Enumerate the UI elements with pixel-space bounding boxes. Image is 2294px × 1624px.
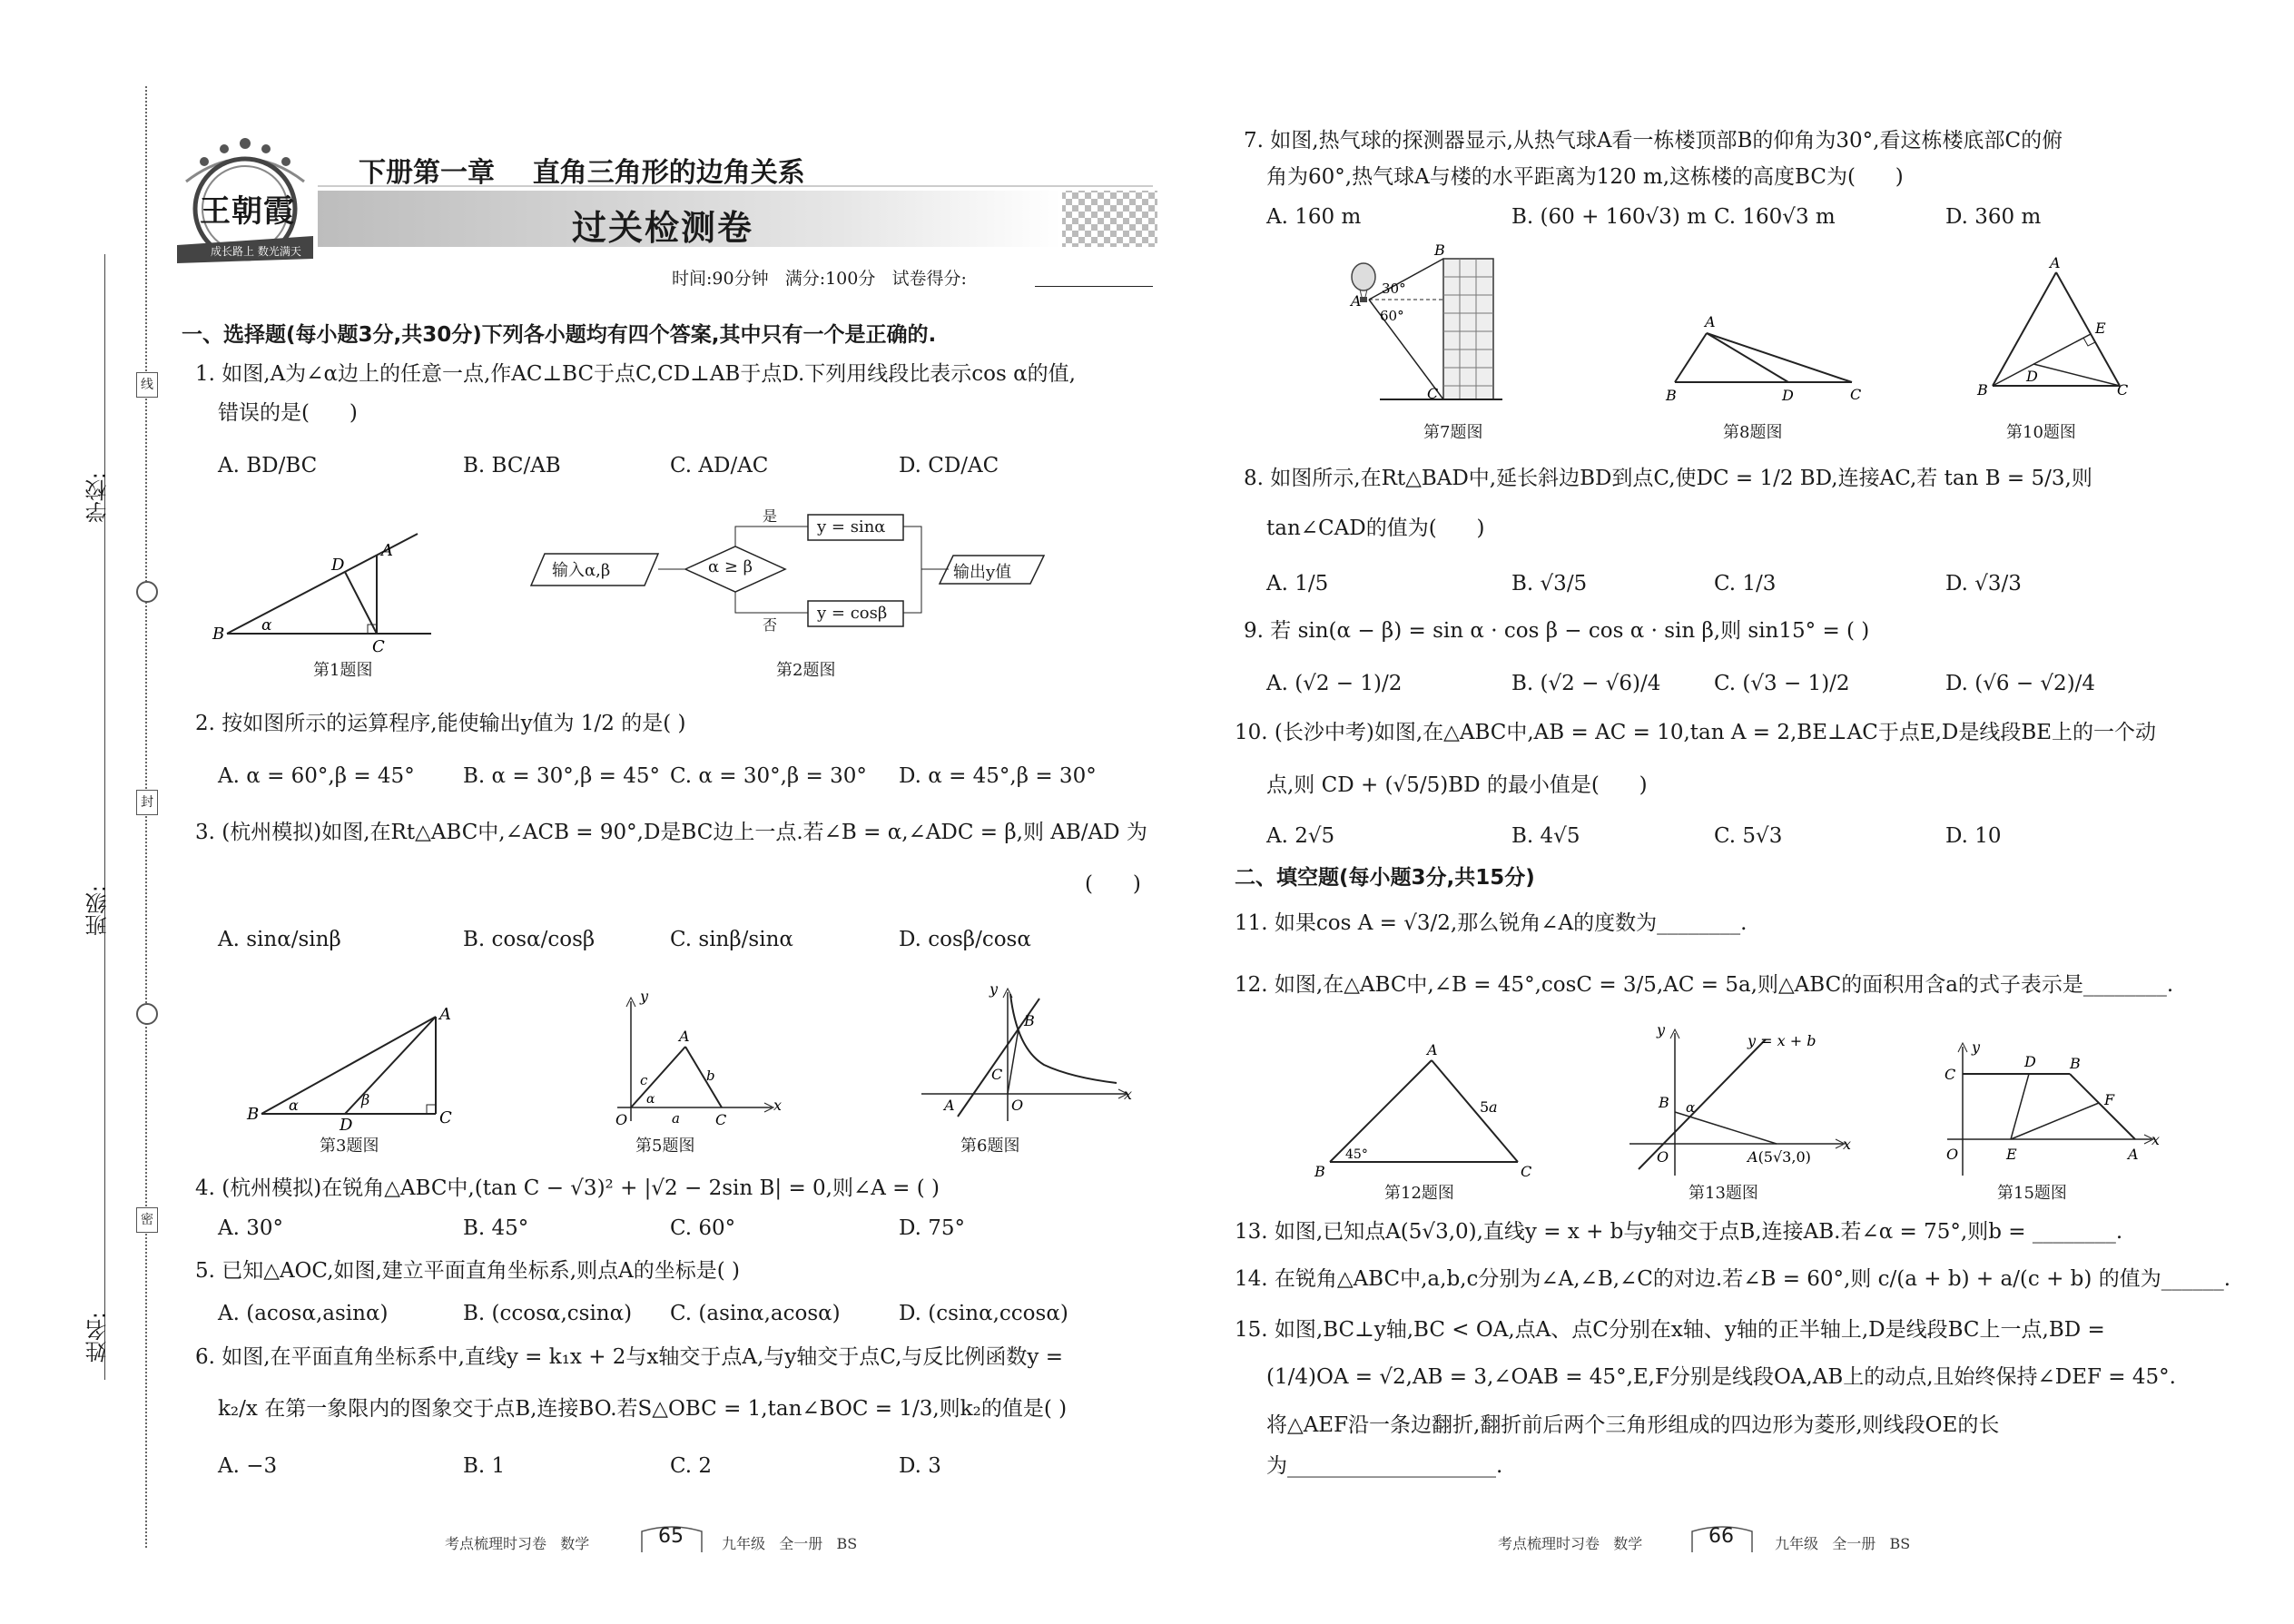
- svg-text:45°: 45°: [1345, 1147, 1368, 1162]
- svg-text:B: B: [2070, 1055, 2081, 1072]
- svg-text:30°: 30°: [1382, 281, 1406, 297]
- right-footer-right: 九年级 全一册 BS: [1775, 1535, 1911, 1552]
- left-page-number: 65: [658, 1525, 684, 1548]
- class-label: 班级:: [85, 885, 111, 937]
- q7-option-a[interactable]: A. 160 m: [1266, 205, 1362, 229]
- svg-text:y: y: [1972, 1038, 1981, 1056]
- svg-text:A: A: [381, 541, 393, 560]
- svg-text:y = x + b: y = x + b: [1748, 1032, 1816, 1049]
- svg-text:α: α: [646, 1092, 655, 1107]
- svg-text:60°: 60°: [1380, 308, 1404, 324]
- q15-line3: 将△AEF沿一条边翻折,翻折前后两个三角形组成的四边形为菱形,则线段OE的长: [1266, 1413, 2000, 1437]
- svg-text:B: B: [247, 1105, 260, 1124]
- binding-mark-line: 线: [136, 372, 158, 398]
- svg-text:E: E: [2095, 320, 2106, 337]
- svg-text:x: x: [1843, 1136, 1852, 1153]
- q8-line2: tan∠CAD的值为( ): [1266, 517, 1485, 540]
- figure-2-caption: 第2题图: [776, 661, 836, 680]
- q15-line4: 为____________________.: [1266, 1454, 1503, 1478]
- svg-text:α: α: [1686, 1099, 1696, 1116]
- q9-option-b[interactable]: B. (√2 − √6)/4: [1511, 672, 1661, 695]
- q1-option-d[interactable]: D. CD/AC: [899, 454, 999, 477]
- figure-12: [1307, 1041, 1543, 1180]
- q1-option-c[interactable]: C. AD/AC: [670, 454, 769, 477]
- q10-line2: 点,则 CD + (√5/5)BD 的最小值是( ): [1266, 773, 1648, 797]
- svg-text:E: E: [2006, 1146, 2017, 1163]
- q10-line1: 10. (长沙中考)如图,在△ABC中,AB = AC = 10,tan A = 2,BE⊥AC于点E,D是线段BE上的一个动: [1235, 721, 2157, 744]
- svg-text:A: A: [1427, 1041, 1438, 1058]
- figure-6: [917, 980, 1135, 1130]
- svg-text:C: C: [1521, 1163, 1532, 1180]
- svg-text:α: α: [261, 616, 272, 635]
- svg-text:A: A: [944, 1097, 955, 1114]
- svg-text:A: A: [1351, 292, 1362, 310]
- q3-option-a[interactable]: A. sinα/sinβ: [218, 928, 341, 951]
- svg-text:C: C: [1944, 1066, 1956, 1083]
- q7-option-d[interactable]: D. 360 m: [1945, 205, 2042, 229]
- q7-option-b[interactable]: B. (60 + 160√3) m: [1511, 205, 1707, 229]
- figure-8: [1661, 313, 1870, 404]
- logo-ribbon: 成长路上 数光满天: [211, 245, 301, 258]
- flow-out-no: y = cosβ: [817, 604, 888, 623]
- q9-option-d[interactable]: D. (√6 − √2)/4: [1945, 672, 2096, 695]
- q14: 14. 在锐角△ABC中,a,b,c分别为∠A,∠B,∠C的对边.若∠B = 60°,则 c/(a + b) + a/(c + b) 的值为______.: [1235, 1267, 2231, 1291]
- q5: 5. 已知△AOC,如图,建立平面直角坐标系,则点A的坐标是( ): [195, 1259, 740, 1283]
- q6-option-b[interactable]: B. 1: [463, 1454, 506, 1478]
- svg-text:C: C: [1427, 385, 1439, 402]
- svg-text:B: B: [1434, 241, 1445, 259]
- svg-text:c: c: [640, 1072, 648, 1088]
- name-label: 姓名:: [85, 1312, 111, 1363]
- q10-option-d[interactable]: D. 10: [1945, 824, 2002, 848]
- binding-solid-line: [104, 254, 105, 1380]
- svg-text:5: 5: [1480, 1098, 1490, 1116]
- svg-text:O: O: [1657, 1148, 1669, 1166]
- svg-text:b: b: [706, 1068, 715, 1084]
- q1-option-b[interactable]: B. BC/AB: [463, 454, 561, 477]
- svg-text:C: C: [372, 637, 385, 656]
- q5-option-d[interactable]: D. (csinα,ccosα): [899, 1302, 1068, 1325]
- school-label: 学校:: [85, 472, 111, 524]
- section-choice-title: 一、选择题(每小题3分,共30分)下列各小题均有四个答案,其中只有一个是正确的.: [182, 323, 937, 347]
- figure-3: [245, 1003, 463, 1135]
- q6-option-d[interactable]: D. 3: [899, 1454, 941, 1478]
- left-footer-right: 九年级 全一册 BS: [722, 1535, 858, 1552]
- svg-text:C: C: [439, 1108, 452, 1127]
- q5-option-b[interactable]: B. (ccosα,csinα): [463, 1302, 633, 1325]
- right-page-number: 66: [1708, 1525, 1734, 1548]
- flow-no: 否: [763, 616, 778, 634]
- svg-text:A: A: [2050, 254, 2061, 271]
- q6-line1: 6. 如图,在平面直角坐标系中,直线y = k₁x + 2与x轴交于点A,与y轴交于点C,与反比例函数y =: [195, 1345, 1063, 1369]
- q4-option-b[interactable]: B. 45°: [463, 1216, 529, 1240]
- figure-7: [1344, 241, 1516, 413]
- svg-text:A: A: [439, 1005, 451, 1024]
- score-blank[interactable]: [1035, 286, 1153, 287]
- binding-mark-secret: 密: [136, 1207, 158, 1233]
- q6-option-c[interactable]: C. 2: [670, 1454, 713, 1478]
- svg-text:B: B: [1314, 1163, 1325, 1180]
- figure-3-caption: 第3题图: [320, 1137, 379, 1156]
- logo-name: 王朝霞: [200, 193, 295, 230]
- q2-option-d[interactable]: D. α = 45°,β = 30°: [899, 764, 1097, 788]
- q7-option-c[interactable]: C. 160√3 m: [1714, 205, 1836, 229]
- svg-text:x: x: [1124, 1086, 1133, 1103]
- q3-option-d[interactable]: D. cosβ/cosα: [899, 928, 1031, 951]
- svg-text:C: C: [715, 1111, 727, 1128]
- binding-ring: [136, 581, 158, 603]
- svg-text:B: B: [1024, 1012, 1035, 1029]
- svg-text:a: a: [672, 1110, 680, 1127]
- binding-mark-seal: 封: [136, 790, 158, 815]
- q2-option-c[interactable]: C. α = 30°,β = 30°: [670, 764, 867, 788]
- svg-text:C: C: [1850, 386, 1862, 403]
- q10-option-c[interactable]: C. 5√3: [1714, 824, 1783, 848]
- q8-option-c[interactable]: C. 1/3: [1714, 572, 1777, 595]
- q1-line2: 错误的是( ): [218, 401, 358, 425]
- q9-option-c[interactable]: C. (√3 − 1)/2: [1714, 672, 1850, 695]
- q11: 11. 如果cos A = √3/2,那么锐角∠A的度数为________.: [1235, 911, 1748, 935]
- binding-dashed-line: [145, 86, 147, 1548]
- q5-option-a[interactable]: A. (acosα,asinα): [218, 1302, 389, 1325]
- flow-output: 输出y值: [953, 563, 1012, 582]
- svg-text:a: a: [1489, 1098, 1498, 1116]
- svg-text:D: D: [340, 1116, 353, 1135]
- figure-10: [1970, 254, 2133, 404]
- test-title: 过关检测卷: [572, 208, 754, 248]
- q4-option-d[interactable]: D. 75°: [899, 1216, 966, 1240]
- q4-option-c[interactable]: C. 60°: [670, 1216, 736, 1240]
- right-footer-label: 考点梳理时习卷 数学: [1498, 1535, 1643, 1552]
- flow-condition: α ≥ β: [708, 557, 753, 576]
- svg-text:O: O: [615, 1111, 628, 1128]
- figure-7-caption: 第7题图: [1423, 423, 1483, 442]
- flow-input: 输入α,β: [552, 561, 611, 580]
- svg-text:O: O: [1946, 1146, 1959, 1163]
- q3-option-b[interactable]: B. cosα/cosβ: [463, 928, 596, 951]
- svg-text:y: y: [640, 988, 649, 1005]
- svg-text:x: x: [2151, 1131, 2161, 1148]
- q9-option-a[interactable]: A. (√2 − 1)/2: [1266, 672, 1403, 695]
- svg-text:B: B: [1666, 387, 1677, 404]
- q4-option-a[interactable]: A. 30°: [218, 1216, 283, 1240]
- figure-13-caption: 第13题图: [1689, 1184, 1758, 1203]
- figure-12-caption: 第12题图: [1384, 1184, 1454, 1203]
- left-footer-label: 考点梳理时习卷 数学: [445, 1535, 590, 1552]
- svg-text:A: A: [679, 1028, 690, 1045]
- q2-option-a[interactable]: A. α = 60°,β = 45°: [218, 764, 415, 788]
- svg-text:D: D: [1782, 387, 1794, 404]
- flow-out-yes: y = sinα: [817, 517, 886, 536]
- svg-text:F: F: [2104, 1091, 2115, 1108]
- q12: 12. 如图,在△ABC中,∠B = 45°,cosC = 3/5,AC = 5a,则△ABC的面积用含a的式子表示是________.: [1235, 973, 2174, 997]
- svg-text:β: β: [361, 1091, 370, 1108]
- q8-option-d[interactable]: D. √3/3: [1945, 572, 2022, 595]
- svg-text:C: C: [2117, 381, 2129, 399]
- q4: 4. (杭州模拟)在锐角△ABC中,(tan C − √3)² + |√2 − 2sin B| = 0,则∠A = ( ): [195, 1176, 940, 1200]
- svg-text:B: B: [1977, 381, 1988, 399]
- q10-option-b[interactable]: B. 4√5: [1511, 824, 1580, 848]
- figure-15-caption: 第15题图: [1997, 1184, 2067, 1203]
- q7-line1: 7. 如图,热气球的探测器显示,从热气球A看一栋楼顶部B的仰角为30°,看这栋楼底部C的俯: [1244, 129, 2063, 153]
- q7-line2: 角为60°,热气球A与楼的水平距离为120 m,这栋楼的高度BC为( ): [1266, 165, 1904, 189]
- figure-5: [599, 988, 783, 1130]
- svg-text:A: A: [2128, 1146, 2139, 1163]
- q3-line1: 3. (杭州模拟)如图,在Rt△ABC中,∠ACB = 90°,D是BC边上一点.若∠B = α,∠ADC = β,则 AB/AD 为: [195, 821, 1147, 844]
- figure-15: [1934, 1039, 2161, 1176]
- q2-option-b[interactable]: B. α = 30°,β = 45°: [463, 764, 660, 788]
- binding-ring: [136, 1003, 158, 1025]
- q5-option-c[interactable]: C. (asinα,acosα): [670, 1302, 841, 1325]
- q6-option-a[interactable]: A. −3: [218, 1454, 278, 1478]
- chapter-title: 下册第一章 直角三角形的边角关系: [359, 157, 805, 189]
- q1-option-a[interactable]: A. BD/BC: [218, 454, 318, 477]
- figure-6-caption: 第6题图: [960, 1137, 1020, 1156]
- svg-text:C: C: [991, 1066, 1003, 1083]
- q2: 2. 按如图所示的运算程序,能使输出y值为 1/2 的是( ): [195, 712, 686, 735]
- q10-option-a[interactable]: A. 2√5: [1266, 824, 1335, 848]
- svg-text:B: B: [212, 625, 225, 644]
- q8-option-b[interactable]: B. √3/5: [1511, 572, 1588, 595]
- q13: 13. 如图,已知点A(5√3,0),直线y = x + b与y轴交于点B,连接AB.若∠α = 75°,则b = ________.: [1235, 1220, 2123, 1244]
- q3-option-c[interactable]: C. sinβ/sinα: [670, 928, 793, 951]
- svg-text:y: y: [989, 980, 999, 998]
- figure-1: [209, 527, 445, 654]
- q15-line2: (1/4)OA = √2,AB = 3,∠OAB = 45°,E,F分别是线段OA,AB上的动点,且始终保持∠DEF = 45°.: [1266, 1365, 2176, 1389]
- figure-13: [1620, 1021, 1856, 1180]
- svg-text:O: O: [1011, 1097, 1024, 1114]
- q9: 9. 若 sin(α − β) = sin α · cos β − cos α · sin β,则 sin15° = ( ): [1244, 619, 1870, 643]
- q3-line2: ( ): [1085, 872, 1141, 896]
- figure-8-caption: 第8题图: [1723, 423, 1783, 442]
- figure-10-caption: 第10题图: [2006, 423, 2076, 442]
- svg-text:y: y: [1657, 1021, 1666, 1038]
- section-fill-title: 二、填空题(每小题3分,共15分): [1235, 866, 1535, 890]
- svg-text:B: B: [1659, 1094, 1669, 1111]
- svg-text:D: D: [2026, 368, 2038, 385]
- svg-text:x: x: [773, 1097, 783, 1114]
- svg-text:A(5√3,0): A(5√3,0): [1748, 1148, 1811, 1166]
- q1-line1: 1. 如图,A为∠α边上的任意一点,作AC⊥BC于点C,CD⊥AB于点D.下列用线段比表示cos α的值,: [195, 362, 1076, 386]
- svg-text:A: A: [1705, 313, 1716, 330]
- flow-yes: 是: [763, 507, 778, 525]
- test-meta: 时间:90分钟 满分:100分 试卷得分:: [672, 269, 967, 289]
- svg-text:D: D: [2024, 1053, 2036, 1070]
- figure-5-caption: 第5题图: [635, 1137, 695, 1156]
- svg-text:D: D: [331, 556, 345, 575]
- svg-text:α: α: [289, 1097, 299, 1114]
- q15-line1: 15. 如图,BC⊥y轴,BC < OA,点A、点C分别在x轴、y轴的正半轴上,D是线段BC上一点,BD =: [1235, 1318, 2105, 1342]
- q8-option-a[interactable]: A. 1/5: [1266, 572, 1329, 595]
- q8-line1: 8. 如图所示,在Rt△BAD中,延长斜边BD到点C,使DC = 1/2 BD,连接AC,若 tan B = 5/3,则: [1244, 467, 2092, 490]
- q6-line2: k₂/x 在第一象限内的图象交于点B,连接BO.若S△OBC = 1,tan∠BOC = 1/3,则k₂的值是( ): [218, 1397, 1068, 1421]
- figure-1-caption: 第1题图: [313, 661, 373, 680]
